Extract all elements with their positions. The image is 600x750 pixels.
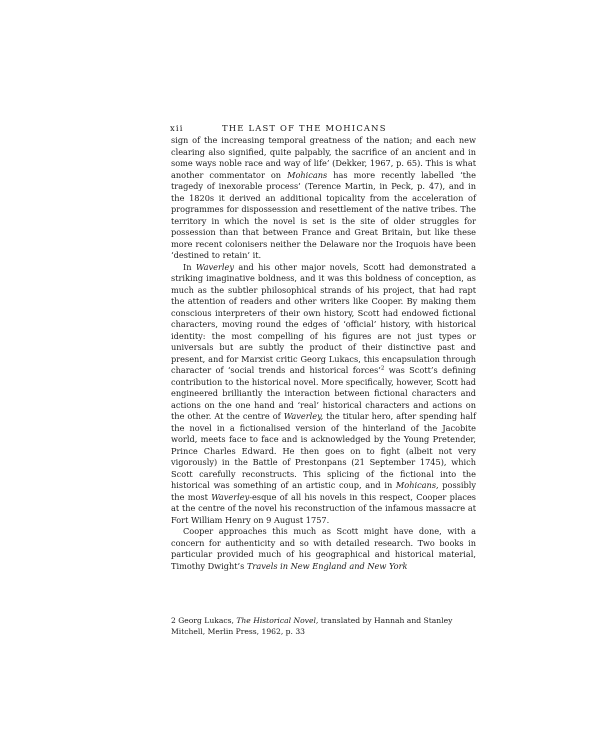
page-number: xii <box>170 123 184 133</box>
text-run: possibly the most <box>171 480 476 502</box>
text-run: has more recently labelled ‘the tragedy of inexorable process’ (Terence Martin, in Peck, p. 47), and in the 1820s it derived an additional topicality from the acceleration of programmes for dispossession and resettlement of the native tribes. The territory in which the novel is set is the site of older struggles for possession than that between France and Great Britain, but like these more recent colonisers neither the Delaware nor the Iroquois have been ‘destined to retain’ it. <box>171 169 476 260</box>
italic-text: Mohicans <box>287 169 328 180</box>
text-run: 2 Georg Lukacs, <box>171 616 237 625</box>
text-run: sign of the increasing temporal greatness of the nation; and each new clearing also signified, quite palpably, the sacrifice of an ancient and in some ways noble race and way of life’ (Dekker, 1967, p. 65). This is what another commentator on <box>171 135 476 180</box>
running-title: THE LAST OF THE MOHICANS <box>222 123 387 133</box>
italic-text: Waverley <box>211 491 250 502</box>
italic-text: Travels in New England and New York <box>246 560 408 571</box>
footnote-marker: 2 <box>380 365 385 372</box>
italic-text: Mohicans, <box>395 480 439 490</box>
paragraph <box>171 135 476 262</box>
italic-text: Waverley, <box>283 411 324 421</box>
paragraph <box>171 526 476 572</box>
italic-text: The Historical Novel, <box>236 616 319 625</box>
text-run: and his other major novels, Scott had demonstrated a striking imaginative boldness, and it was this boldness of conception, as much as the subtler philosophical strands of his project, that had rapt the attention of readers and other writers like Cooper. By making them conscious interpreters of their own history, Scott had endowed fictional characters, moving round the edges of ‘official’ history, with historical identity: the most compelling of his figures are not just types or universals but are subtly the product of their distinctive past and present, and for Marxist critic Georg Lukacs, this encapsulation through character of ‘social trends and historical forces’ <box>171 261 476 375</box>
text-run: In <box>183 261 196 272</box>
italic-text: Waverley <box>195 261 234 272</box>
text-run: translated by Hannah and Stanley Mitchell, Merlin Press, 1962, p. 33 <box>171 616 453 636</box>
paragraph <box>171 262 476 527</box>
text-run: -esque of all his novels in this respect, Cooper places at the centre of the novel his reconstruction of the infamous massacre at Fort William Henry on 9 August 1757. <box>171 491 476 525</box>
text-run: was Scott’s defining contribution to the historical novel. More specifically, however, Scott had engineered brilliantly the interaction between fictional characters and actions on the one hand and ‘real’ historical characters and actions on the other. At the centre of <box>171 365 476 421</box>
text-run: Cooper approaches this much as Scott might have done, with a concern for authenticity and so with detailed research. Two books in particular provided much of his geographical and historical material, Timothy Dwight’s <box>171 526 476 571</box>
footnote <box>171 615 476 637</box>
body-text <box>171 135 476 572</box>
text-run: the titular hero, after spending half the novel in a fictionalised version of the hinterland of the Jacobite world, meets face to face and is acknowledged by the Young Pretender, Prince Charles Edward. He then goes on to fight (albeit not very vigorously) in the Battle of Prestonpans (21 September 1745), which Scott carefully reconstructs. This splicing of the fictional into the historical was something of an artistic coup, and in <box>171 411 476 490</box>
